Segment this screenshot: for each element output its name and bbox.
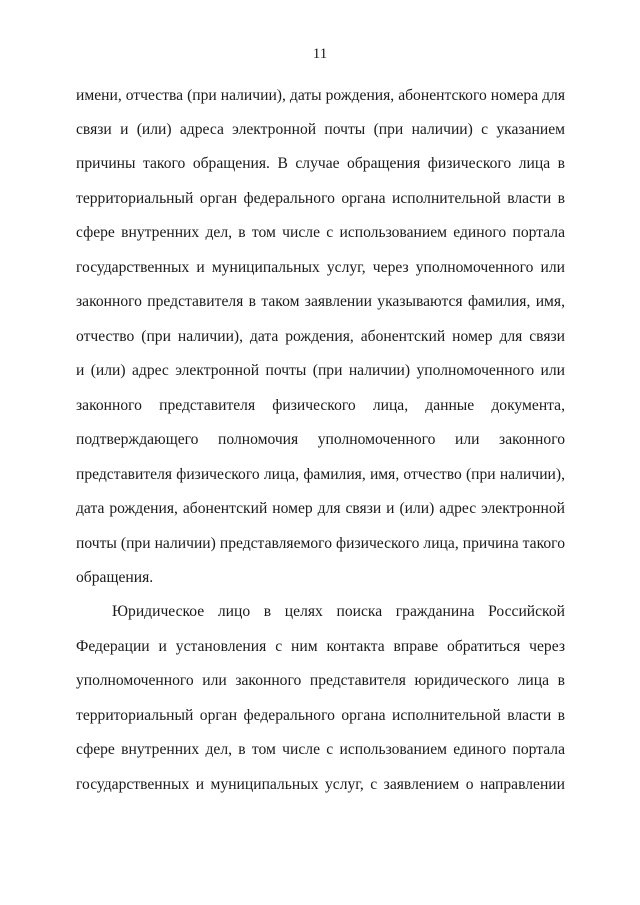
page-number: 11 xyxy=(312,46,328,62)
text-line: подтверждающего полномочия уполномоченного или законного xyxy=(76,431,565,448)
text-line: причины такого обращения. В случае обращения физического лица в xyxy=(76,155,565,172)
text-line: дата рождения, абонентский номер для связи и (или) адрес электронной xyxy=(76,500,565,517)
text-line: государственных и муниципальных услуг, через уполномоченного или xyxy=(76,259,565,276)
text-line: имени, отчества (при наличии), даты рождения, абонентского номера для xyxy=(76,87,565,104)
text-line: территориальный орган федерального органа исполнительной власти в xyxy=(76,190,565,207)
text-line: представителя физического лица, фамилия, имя, отчество (при наличии), xyxy=(76,466,565,483)
text-line: обращения. xyxy=(76,569,154,586)
text-line: сфере внутренних дел, в том числе с использованием единого портала xyxy=(76,224,565,241)
text-line: уполномоченного или законного представителя юридического лица в xyxy=(76,672,565,689)
text-line: законного представителя в таком заявлении указываются фамилия, имя, xyxy=(76,293,565,310)
text-line: отчество (при наличии), дата рождения, абонентский номер для связи xyxy=(76,328,565,345)
text-line: сфере внутренних дел, в том числе с использованием единого портала xyxy=(76,741,565,758)
text-line: почты (при наличии) представляемого физического лица, причина такого xyxy=(76,535,565,552)
text-line: связи и (или) адреса электронной почты (при наличии) с указанием xyxy=(76,121,565,138)
text-line: территориальный орган федерального органа исполнительной власти в xyxy=(76,707,565,724)
text-line: и (или) адрес электронной почты (при наличии) уполномоченного или xyxy=(76,362,565,379)
text-line: Федерации и установления с ним контакта вправе обратиться через xyxy=(76,638,565,655)
paragraph-first-line: Юридическое лицо в целях поиска гражданина Российской xyxy=(112,603,565,620)
text-line: законного представителя физического лица, данные документа, xyxy=(76,397,565,414)
text-line: государственных и муниципальных услуг, с заявлением о направлении xyxy=(76,776,565,793)
